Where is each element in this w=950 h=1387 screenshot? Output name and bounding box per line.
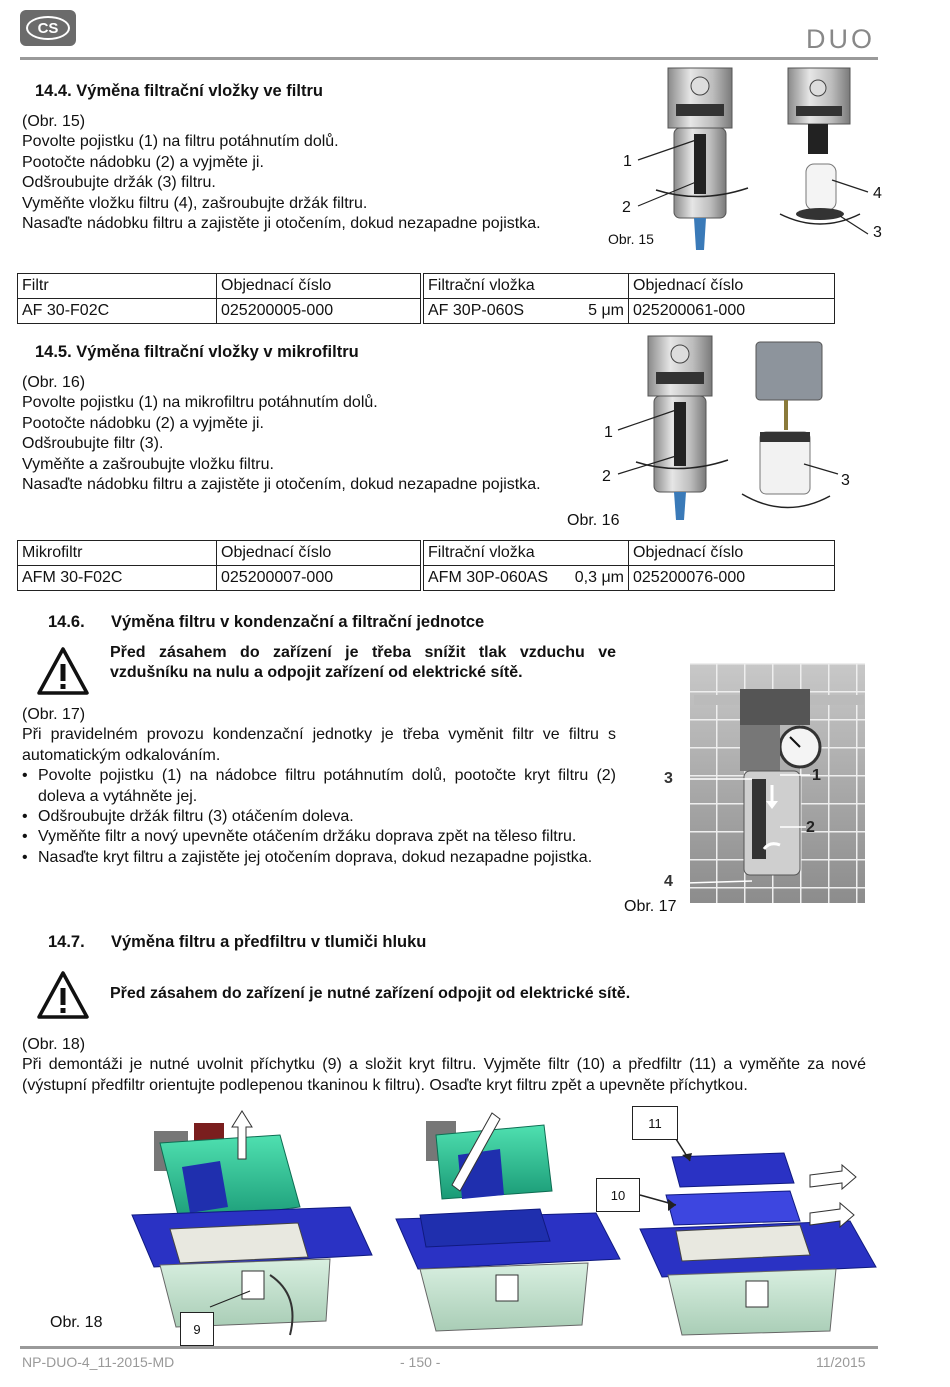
table-cell: AFM 30-F02C xyxy=(18,566,217,591)
figure-18-caption: Obr. 18 xyxy=(50,1314,103,1331)
table-cell: 025200076-000 xyxy=(629,566,835,591)
text-line: Nasaďte nádobku filtru a zajistěte ji otočením, dokud nezapadne pojistka. xyxy=(22,215,541,233)
warning-triangle-icon xyxy=(36,646,90,696)
text-line: Povolte pojistku (1) na filtru potáhnutím dolů. xyxy=(22,133,339,151)
section-14-4-text xyxy=(22,112,612,234)
warning-triangle-icon xyxy=(36,970,90,1020)
list-item: • Odšroubujte držák filtru (3) otáčením doleva. xyxy=(38,807,616,827)
product-title: DUO xyxy=(806,24,875,54)
table-cell: AF 30-F02C xyxy=(18,299,217,324)
header-rule xyxy=(20,57,878,60)
section-14-7-text xyxy=(22,1035,866,1096)
text-line: Nasaďte nádobku filtru a zajistěte ji otočením, dokud nezapadne pojistka. xyxy=(22,476,541,494)
fig15-callout-4: 4 xyxy=(873,185,882,202)
table-cell: 025200007-000 xyxy=(217,566,423,591)
fig15-callout-1: 1 xyxy=(623,153,632,170)
table-header-cell: Objednací číslo xyxy=(629,274,835,299)
steps-list xyxy=(22,766,616,868)
fig16-callout-1: 1 xyxy=(604,424,613,441)
silencer-step-1 xyxy=(132,1111,372,1335)
table-header-cell: Objednací číslo xyxy=(217,541,423,566)
text-line: Odšroubujte držák (3) filtru. xyxy=(22,174,216,192)
fig17-callout-1: 1 xyxy=(812,767,821,784)
table-header-cell: Objednací číslo xyxy=(217,274,423,299)
table-header-row xyxy=(18,274,835,299)
table-cell xyxy=(422,566,629,591)
section-14-6-text xyxy=(22,705,616,868)
language-code: CS xyxy=(26,16,70,40)
fig15-callout-2: 2 xyxy=(622,199,631,216)
fig17-callout-2: 2 xyxy=(806,819,815,836)
text-line: (Obr. 16) xyxy=(22,374,86,391)
silencer-step-2 xyxy=(396,1113,620,1331)
list-item: • Povolte pojistku (1) na nádobce filtru potáhnutím dolů, pootočte kryt filtru (2) doleva a vytáhněte jej. xyxy=(38,766,616,807)
section-14-6-title: Výměna filtru v kondenzační a filtrační jednotce xyxy=(111,613,485,631)
text-line: Povolte pojistku (1) na mikrofiltru potáhnutím dolů. xyxy=(22,394,378,412)
figure-16-microfilter-illustration xyxy=(610,334,870,520)
table-cell: 025200005-000 xyxy=(217,299,423,324)
section-14-5-title: 14.5. Výměna filtrační vložky v mikrofiltru xyxy=(35,343,359,361)
table-header-cell: Filtrační vložka xyxy=(422,541,629,566)
table-cell: 025200061-000 xyxy=(629,299,835,324)
section-14-7-number: 14.7. xyxy=(48,933,85,951)
table-row xyxy=(18,566,835,591)
language-badge xyxy=(20,10,76,46)
callout-box-10: 10 xyxy=(596,1178,640,1212)
text-line: Vyměňte a zašroubujte vložku filtru. xyxy=(22,455,274,473)
figure-15-caption: Obr. 15 xyxy=(608,231,654,247)
table-header-cell: Mikrofiltr xyxy=(18,541,217,566)
text-line: (Obr. 15) xyxy=(22,113,86,130)
text-line: Odšroubujte filtr (3). xyxy=(22,435,164,453)
table-header-cell: Filtr xyxy=(18,274,217,299)
table-header-cell: Filtrační vložka xyxy=(422,274,629,299)
table-row xyxy=(18,299,835,324)
cartridge-code: AF 30P-060S xyxy=(428,302,525,319)
fig16-callout-2: 2 xyxy=(602,468,611,485)
list-item: • Vyměňte filtr a nový upevněte otáčením držáku doprava zpět na těleso filtru. xyxy=(38,827,616,847)
section-14-7-title: Výměna filtru a předfiltru v tlumiči hluku xyxy=(111,933,427,951)
fig17-callout-4: 4 xyxy=(664,873,673,890)
figure-17-caption: Obr. 17 xyxy=(624,898,677,915)
figure-15-filter-illustration xyxy=(620,64,890,250)
table-header-row xyxy=(18,541,835,566)
text-line: Vyměňte vložku filtru (4), zašroubujte držák filtru. xyxy=(22,194,368,212)
section-14-6-number: 14.6. xyxy=(48,613,85,631)
text-line: Pootočte nádobku (2) a vyjměte ji. xyxy=(22,414,264,432)
figure-reference: (Obr. 17) xyxy=(22,706,86,723)
footer-rule xyxy=(20,1346,878,1349)
table-cell xyxy=(422,299,629,324)
section-14-7-warning: Před zásahem do zařízení je nutné zařízení odpojit od elektrické sítě. xyxy=(110,985,631,1002)
callout-box-9: 9 xyxy=(180,1312,214,1346)
order-table-filter xyxy=(17,273,835,324)
list-item: • Nasaďte kryt filtru a zajistěte jej otočením doprava, dokud nezapadne pojistka. xyxy=(38,848,616,868)
filtration-rating: 5 μm xyxy=(588,302,624,319)
fig15-callout-3: 3 xyxy=(873,224,882,241)
fig17-callout-3: 3 xyxy=(664,770,673,787)
table-header-cell: Objednací číslo xyxy=(629,541,835,566)
order-table-microfilter xyxy=(17,540,835,591)
footer-doc-code: NP-DUO-4_11-2015-MD xyxy=(22,1354,175,1370)
silencer-step-3 xyxy=(640,1139,876,1335)
section-14-5-text xyxy=(22,373,612,495)
filtration-rating: 0,3 μm xyxy=(574,569,624,586)
text-line: Pootočte nádobku (2) a vyjměte ji. xyxy=(22,153,264,171)
footer-page-number: - 150 - xyxy=(400,1354,441,1370)
section-14-4-title: 14.4. Výměna filtrační vložky ve filtru xyxy=(35,82,323,100)
figure-17-photo xyxy=(660,663,865,903)
figure-16-caption: Obr. 16 xyxy=(567,512,620,529)
figure-18-silencer-illustration xyxy=(120,1095,890,1345)
body-text: Při demontáži je nutné uvolnit příchytku (9) a složit kryt filtru. Vyjměte filtr (10) a předfiltr (11) a vyměňte za nové (výstupní předfiltr orientujte podlepenou tkaninou k filtru). Osaďte kryt filtru zpět a upevněte příchytkou. xyxy=(22,1056,866,1094)
figure-reference: (Obr. 18) xyxy=(22,1036,86,1053)
footer-date: 11/2015 xyxy=(816,1354,866,1370)
cartridge-code: AFM 30P-060AS xyxy=(428,569,549,586)
fig16-callout-3: 3 xyxy=(841,472,850,489)
callout-box-11: 11 xyxy=(632,1106,678,1140)
section-14-6-warning: Před zásahem do zařízení je třeba snížit tlak vzduchu ve vzdušníku na nulu a odpojit zařízení od elektrické sítě. xyxy=(110,644,616,682)
intro-text: Při pravidelném provozu kondenzační jednotky je třeba vyměnit filtr ve filtru s automatickým odkalováním. xyxy=(22,726,616,764)
